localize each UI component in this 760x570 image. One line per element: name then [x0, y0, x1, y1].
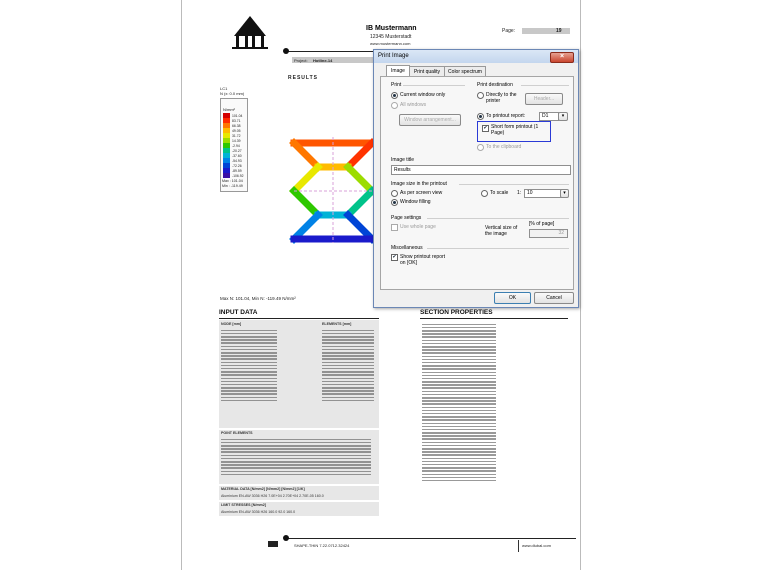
stress-diagram	[288, 135, 378, 245]
table-row	[422, 416, 496, 418]
limit-header: LIMIT STRESSES [N/mm2]	[221, 503, 266, 507]
table-row	[422, 410, 496, 412]
table-row	[221, 474, 371, 476]
as-per-screen-label[interactable]: As per screen view	[400, 190, 443, 196]
legend-min: Min : -119.49	[222, 184, 243, 188]
table-row	[422, 467, 496, 469]
page-label: Page:	[502, 28, 516, 34]
to-scale-radio[interactable]	[481, 190, 488, 197]
legend-value: 83.71	[232, 118, 241, 123]
table-row	[221, 387, 277, 389]
table-row	[422, 470, 496, 472]
misc-group-label: Miscellaneous	[391, 245, 423, 251]
table-row	[422, 375, 496, 377]
table-row	[221, 390, 277, 392]
legend-value: 66.38	[232, 123, 241, 128]
table-row	[422, 423, 496, 425]
table-row	[221, 455, 371, 457]
footer-divider	[518, 540, 519, 552]
tab-image[interactable]: Image	[386, 65, 410, 77]
destination-group-line	[521, 85, 569, 86]
table-row	[422, 324, 496, 326]
table-row	[422, 384, 496, 386]
table-row	[221, 381, 277, 383]
table-row	[422, 432, 496, 434]
image-size-group-line	[459, 184, 569, 185]
table-row	[221, 393, 277, 395]
table-row	[422, 435, 496, 437]
cancel-button[interactable]: Cancel	[534, 292, 574, 304]
table-row	[221, 445, 371, 447]
footer-program: SHAPE-THIN 7.22.0712.32424	[294, 543, 350, 548]
legend-swatch	[223, 173, 230, 178]
legend-unit: N/mm²	[223, 107, 235, 112]
legend-value: -89.59	[232, 168, 242, 173]
print-group-line	[403, 85, 465, 86]
vertical-size-input[interactable]: 32	[529, 229, 568, 238]
table-row	[221, 461, 371, 463]
table-row	[322, 381, 374, 383]
header-dot	[283, 48, 289, 54]
company-address: 12345 Musterstadt	[370, 34, 412, 40]
print-group-label: Print	[391, 82, 402, 88]
table-row	[221, 349, 277, 351]
table-row	[322, 339, 374, 341]
table-row	[221, 368, 277, 370]
vertical-size-label: Vertical size of the image	[485, 225, 518, 237]
max-min-line: Max N: 101.04, Min N: -119.49 N/mm²	[220, 296, 296, 301]
table-row	[422, 330, 496, 332]
clipboard-label[interactable]: To the clipboard	[486, 144, 522, 150]
table-row	[322, 349, 374, 351]
table-row	[422, 426, 496, 428]
all-windows-label[interactable]: All windows	[400, 102, 427, 108]
table-row	[422, 397, 496, 399]
material-header: MATERIAL DATA [N/mm2] [N/mm2] [N/mm2] [1/K]	[221, 487, 305, 491]
show-report-label[interactable]: Show printout report on [OK]	[400, 254, 446, 266]
table-row	[221, 352, 277, 354]
color-legend	[220, 98, 248, 192]
scale-chevron-down-icon[interactable]: ▾	[560, 189, 569, 198]
footer-website: www.dlubal.com	[522, 543, 551, 548]
table-row	[422, 346, 496, 348]
project-label: Project:	[294, 58, 308, 63]
lc-title: LC1	[220, 86, 228, 91]
table-row	[221, 471, 371, 473]
nodes-header: NODE [mm]	[221, 322, 242, 326]
table-row	[422, 368, 496, 370]
vertical-size-unit: [% of page]	[529, 221, 555, 227]
limit-row: Aluminium EN-AW 3036 H26 160.0 92.0 160.0	[221, 510, 296, 514]
table-row	[221, 397, 277, 399]
table-row	[422, 327, 496, 329]
clipboard-radio[interactable]	[477, 144, 484, 151]
table-row	[422, 394, 496, 396]
all-windows-radio[interactable]	[391, 102, 398, 109]
page-number: 19	[556, 28, 562, 34]
footer-rule	[286, 538, 576, 539]
table-row	[221, 362, 277, 364]
short-form-checkbox[interactable]: ✔	[483, 125, 488, 131]
image-title-input[interactable]: Results	[391, 165, 571, 175]
table-row	[322, 330, 374, 332]
printout-report-radio[interactable]	[477, 113, 484, 120]
table-row	[221, 448, 371, 450]
current-window-label[interactable]: Current window only	[400, 92, 446, 98]
company-name: IB Mustermann	[366, 25, 417, 32]
table-row	[221, 458, 371, 460]
table-row	[322, 387, 374, 389]
footer-logo	[268, 541, 278, 547]
table-row	[221, 336, 277, 338]
table-row	[322, 397, 374, 399]
table-row	[322, 362, 374, 364]
show-report-checkbox[interactable]: ✔	[392, 254, 397, 260]
printout-report-select[interactable]: D1	[539, 112, 559, 121]
table-row	[221, 442, 371, 444]
table-row	[322, 393, 374, 395]
legend-value: 101.04	[232, 113, 243, 118]
legend-value: -2.94	[232, 143, 240, 148]
scale-select[interactable]: 10	[524, 189, 564, 198]
ok-button[interactable]: OK	[494, 292, 531, 304]
legend-entry	[223, 173, 244, 178]
table-row	[221, 467, 371, 469]
table-row	[322, 374, 374, 376]
table-row	[221, 342, 277, 344]
input-data-title: INPUT DATA	[219, 309, 258, 316]
table-row	[221, 400, 277, 402]
chevron-down-icon[interactable]: ▾	[558, 112, 568, 121]
table-row	[221, 339, 277, 341]
legend-value: -20.27	[232, 148, 242, 153]
legend-swatches	[223, 113, 244, 178]
table-row	[422, 464, 496, 466]
elements-header: ELEMENTS [mm]	[322, 322, 352, 326]
as-per-screen-radio[interactable]	[391, 190, 398, 197]
page-settings-group-line	[427, 218, 569, 219]
legend-value: -37.60	[232, 153, 242, 158]
table-row	[422, 359, 496, 361]
legend-value: 31.72	[232, 133, 241, 138]
table-row	[422, 336, 496, 338]
table-row	[322, 371, 374, 373]
table-row	[422, 458, 496, 460]
legend-value: 49.05	[232, 128, 241, 133]
table-row	[221, 451, 371, 453]
table-row	[422, 362, 496, 364]
section-properties-title: SECTION PROPERTIES	[420, 309, 493, 316]
table-row	[422, 474, 496, 476]
legend-value: 14.39	[232, 138, 241, 143]
destination-group-label: Print destination	[477, 82, 513, 88]
legend-value: -54.93	[232, 158, 242, 163]
footer-dot	[283, 535, 289, 541]
table-row	[422, 365, 496, 367]
table-row	[322, 358, 374, 360]
table-row	[322, 365, 374, 367]
misc-group-line	[427, 248, 569, 249]
tab-print-quality[interactable]: Print quality	[409, 66, 445, 77]
lc-subtitle: N (x: 0.0 mm)	[220, 91, 245, 96]
image-title-label: Image title	[391, 157, 415, 163]
node-rows	[221, 328, 281, 403]
project-name: Hotline-14	[313, 58, 333, 63]
table-row	[221, 464, 371, 466]
table-row	[221, 439, 371, 441]
table-row	[422, 391, 496, 393]
scale-prefix: 1:	[517, 190, 522, 196]
element-rows	[322, 328, 377, 403]
printout-report-label[interactable]: To printout report:	[486, 113, 526, 119]
table-row	[422, 461, 496, 463]
to-scale-label[interactable]: To scale	[490, 190, 509, 196]
table-row	[322, 400, 374, 402]
table-row	[322, 333, 374, 335]
header-button[interactable]: Header...	[525, 93, 563, 105]
window-filling-label[interactable]: Window filling	[400, 199, 431, 205]
table-row	[322, 352, 374, 354]
results-heading: RESULTS	[288, 75, 318, 81]
table-row	[422, 381, 496, 383]
table-row	[322, 368, 374, 370]
dialog-titlebar[interactable]	[374, 50, 578, 63]
legend-max: Max : 101.04	[222, 179, 243, 183]
table-row	[422, 349, 496, 351]
table-row	[422, 343, 496, 345]
table-row	[422, 407, 496, 409]
company-website: www.mustermann.com	[370, 41, 411, 46]
table-row	[422, 451, 496, 453]
tab-color-spectrum[interactable]: Color spectrum	[444, 66, 486, 77]
table-row	[422, 372, 496, 374]
table-row	[422, 442, 496, 444]
legend-value: -72.26	[232, 163, 242, 168]
image-tab-panel	[380, 76, 574, 290]
table-row	[221, 378, 277, 380]
point-elements-header: POINT ELEMENTS	[221, 431, 253, 435]
table-row	[221, 384, 277, 386]
table-row	[422, 429, 496, 431]
point-element-rows	[221, 437, 376, 477]
table-row	[422, 413, 496, 415]
table-row	[422, 438, 496, 440]
table-row	[422, 400, 496, 402]
page-settings-group-label: Page settings	[391, 215, 422, 221]
table-row	[221, 365, 277, 367]
table-row	[221, 358, 277, 360]
table-row	[422, 352, 496, 354]
table-row	[422, 448, 496, 450]
whole-page-label[interactable]: Use whole page	[400, 224, 436, 230]
close-icon[interactable]: ×	[550, 52, 574, 63]
table-row	[221, 346, 277, 348]
material-row: Aluminium EN-AW 3036 H26 7.0E+04 2.70E+04 2.70E-05 160.0	[221, 494, 324, 498]
table-row	[221, 330, 277, 332]
print-image-dialog[interactable]	[373, 49, 579, 308]
table-row	[322, 336, 374, 338]
table-row	[422, 480, 496, 482]
table-row	[422, 340, 496, 342]
directly-printer-radio[interactable]	[477, 92, 484, 99]
table-row	[322, 346, 374, 348]
short-form-label[interactable]: Short form printout (1 Page)	[491, 124, 539, 136]
current-window-radio[interactable]	[391, 92, 398, 99]
image-size-group-label: Image size in the printout	[391, 181, 447, 187]
window-arrangement-button[interactable]: Window arrangement...	[399, 114, 461, 126]
table-row	[221, 374, 277, 376]
table-row	[221, 333, 277, 335]
whole-page-checkbox[interactable]	[391, 224, 398, 231]
table-row	[322, 355, 374, 357]
legend-value: -106.92	[232, 173, 244, 178]
table-row	[221, 355, 277, 357]
dialog-title: Print Image	[378, 53, 409, 59]
table-row	[322, 378, 374, 380]
table-row	[422, 387, 496, 389]
table-row	[422, 378, 496, 380]
table-row	[422, 356, 496, 358]
section-properties-rule	[420, 318, 568, 319]
table-row	[422, 419, 496, 421]
table-row	[322, 384, 374, 386]
directly-printer-label[interactable]: Directly to the printer	[486, 92, 517, 104]
window-filling-radio[interactable]	[391, 199, 398, 206]
company-logo	[230, 14, 270, 50]
table-row	[221, 371, 277, 373]
table-row	[422, 403, 496, 405]
section-property-rows	[422, 322, 502, 483]
input-data-rule	[219, 318, 379, 319]
page-number-bar	[522, 28, 570, 34]
table-row	[422, 333, 496, 335]
table-row	[422, 445, 496, 447]
table-row	[322, 342, 374, 344]
table-row	[322, 390, 374, 392]
table-row	[422, 454, 496, 456]
table-row	[422, 477, 496, 479]
